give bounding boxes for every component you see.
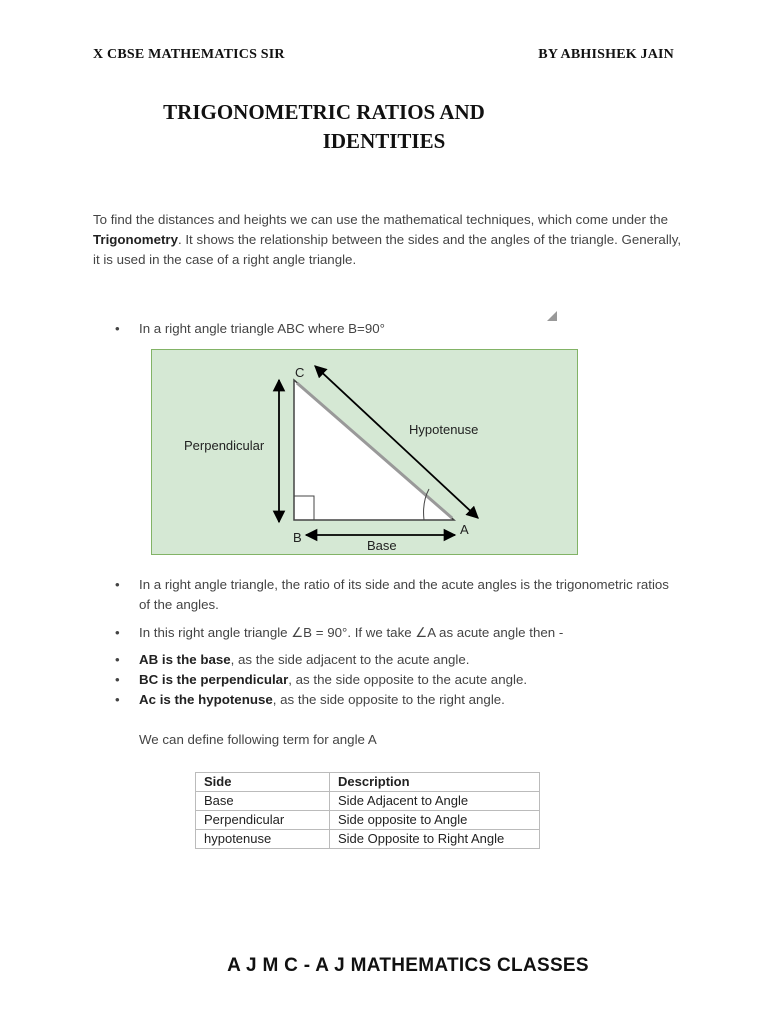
table-row [196,830,540,849]
header-left: X CBSE MATHEMATICS SIR [93,47,285,62]
table-cell-side: Base [196,792,330,811]
bullet-text: In a right angle triangle ABC where B=90° [139,321,385,336]
table-row [196,811,540,830]
label-perpendicular: Perpendicular [184,438,265,453]
bullet-text [139,670,527,690]
bullet-bold: BC is the perpendicular [139,672,289,687]
bullet-text [139,650,469,670]
footer-title: A J M C - A J MATHEMATICS CLASSES [227,955,589,976]
bullet-rest: , as the side opposite to the right angle. [272,692,505,707]
bullet-dot: • [115,577,120,592]
table-header-description: Description [330,773,540,792]
table-cell-side: hypotenuse [196,830,330,849]
intro-paragraph [93,210,683,270]
bullet-rest: , as the side adjacent to the acute angle. [230,652,470,667]
bullet-text: In a right angle triangle, the ratio of its side and the acute angles is the trigonometric ratios of the angles. [139,577,669,612]
bullet-rest: , as the side opposite to the acute angle. [288,672,528,687]
bullet-dot: • [115,672,120,687]
table-header-row [196,773,540,792]
triangle-diagram [152,350,579,556]
terms-table [195,772,540,849]
label-base: Base [367,538,397,553]
table-header-side: Side [196,773,330,792]
table-row [196,792,540,811]
label-hypotenuse: Hypotenuse [409,422,479,437]
title-line-2: IDENTITIES [322,129,446,153]
define-text: We can define following term for angle A [139,732,377,747]
intro-text-2: . It shows the relationship between the sides and the angles of the triangle. Generally, it is used in the case of a right angle triangle. [93,232,682,267]
title-line-1: TRIGONOMETRIC RATIOS AND [163,100,485,124]
label-a: A [460,522,469,537]
bullet-dot: • [115,692,120,707]
table-cell-side: Perpendicular [196,811,330,830]
label-b: B [293,530,302,545]
intro-bold-term: Trigonometry [93,232,178,247]
table-cell-description: Side opposite to Angle [330,811,540,830]
table-cell-description: Side Opposite to Right Angle [330,830,540,849]
label-c: C [295,365,305,380]
bullet-dot: • [115,652,120,667]
table-cell-description: Side Adjacent to Angle [330,792,540,811]
triangle-figure [151,349,578,555]
pencil-icon [547,311,557,321]
intro-text-1: To find the distances and heights we can use the mathematical techniques, which come under the [93,212,669,227]
bullet-text: In this right angle triangle ∠B = 90°. If we take ∠A as acute angle then - [139,625,564,640]
bullet-bold: AB is the base [139,652,231,667]
page-title [93,98,675,156]
bullet-dot: • [115,625,120,640]
bullet-dot: • [115,321,120,336]
bullet-bold: Ac is the hypotenuse [139,692,273,707]
header-right: BY ABHISHEK JAIN [538,47,674,62]
bullet-text [139,690,505,710]
